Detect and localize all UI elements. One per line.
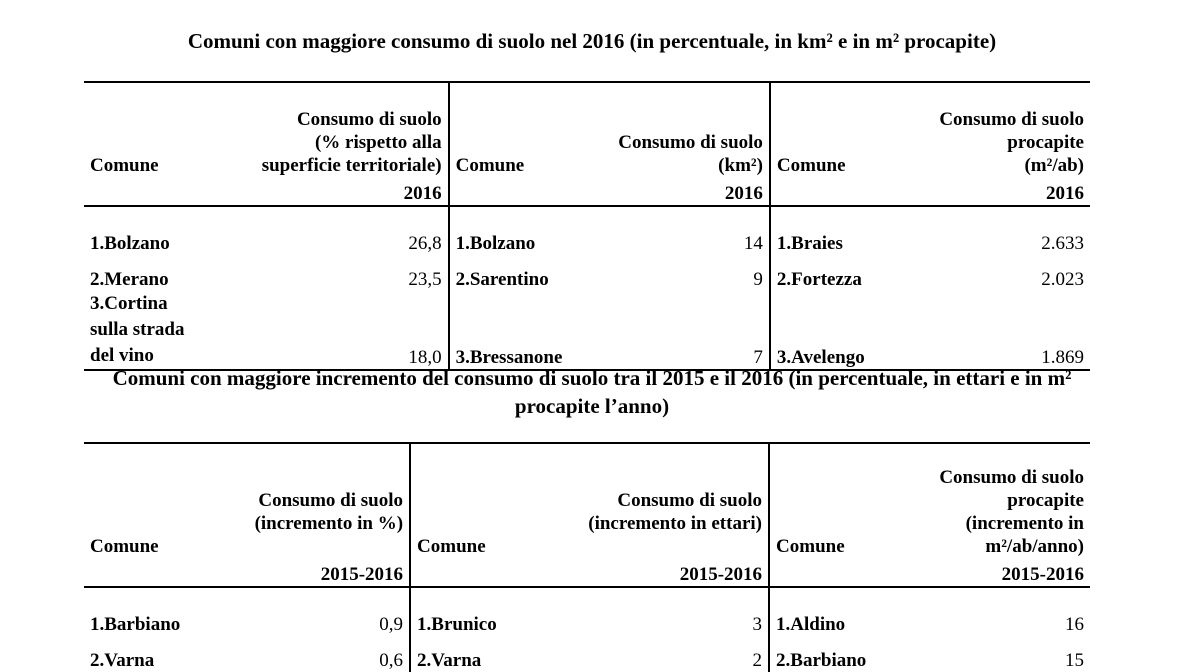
value-cell: 2.633: [1041, 233, 1084, 254]
comune-name: 2.Sarentino: [455, 269, 549, 290]
col-procapite-increment-header: Consumo di suolo procapite (incremento in m²/ab/anno): [892, 443, 1090, 558]
col-comune-header: Comune: [770, 82, 893, 177]
col-comune-header: Comune: [769, 443, 892, 558]
col-comune-header: Comune: [84, 443, 206, 558]
col-ettari-increment-header: Consumo di suolo (incremento in ettari): [533, 443, 769, 558]
value-cell: 0,6: [206, 636, 410, 672]
year-label: 2015-2016: [892, 558, 1090, 587]
table-row: [84, 291, 1090, 370]
year-label: 2016: [572, 177, 770, 206]
value-cell: 14: [572, 219, 770, 255]
col-procapite-header: Consumo di suolo procapite (m²/ab): [893, 82, 1090, 177]
table2-title: Comuni con maggiore incremento del consumo di suolo tra il 2015 e il 2016 (in percentuale, in ettari e in m² procapite l’anno): [112, 366, 1072, 418]
comune-name: 2.Fortezza: [776, 269, 862, 290]
incremento-consumo-table: [84, 442, 1090, 672]
value-cell: 26,8: [206, 219, 449, 255]
value-cell: 1.869: [893, 291, 1090, 370]
value-cell: 3: [533, 600, 769, 636]
value-cell: 7: [572, 291, 770, 370]
col-comune-header: Comune: [84, 82, 206, 177]
comune-name: 2.Varna: [90, 650, 155, 671]
col-km2-header: Consumo di suolo (km²): [572, 82, 770, 177]
col-pct-increment-header: Consumo di suolo (incremento in %): [206, 443, 410, 558]
comune-name: 3.Bressanone: [449, 291, 572, 370]
comune-name: 3.Avelengo: [770, 291, 893, 370]
table1-title: Comuni con maggiore consumo di suolo nel 2016 (in percentuale, in km² e in m² procapite): [187, 29, 997, 53]
value-cell: 2.023: [1041, 269, 1084, 290]
table-row: [84, 219, 1090, 255]
col-comune-header: Comune: [449, 82, 572, 177]
value-cell: 23,5: [206, 255, 449, 291]
comune-name: 1.Braies: [776, 233, 843, 254]
value-cell: 16: [1065, 614, 1084, 635]
comune-name: 2.Varna: [417, 650, 482, 671]
comune-name: 1.Bolzano: [90, 233, 170, 254]
table-row: [84, 600, 1090, 636]
comune-name: 1.Aldino: [776, 614, 846, 635]
year-label: 2015-2016: [206, 558, 410, 587]
col-comune-header: Comune: [410, 443, 533, 558]
value-cell: 18,0: [206, 291, 449, 370]
year-label: 2016: [893, 177, 1090, 206]
consumo-suolo-2016-table: [84, 81, 1090, 371]
comune-name: 2.Merano: [90, 269, 169, 290]
value-cell: 9: [572, 255, 770, 291]
table-row: [84, 636, 1090, 672]
comune-name: 1.Barbiano: [90, 614, 181, 635]
comune-name: 1.Bolzano: [455, 233, 536, 254]
year-label: 2016: [206, 177, 449, 206]
value-cell: 2: [533, 636, 769, 672]
comune-name: 1.Brunico: [417, 614, 497, 635]
comune-name: 2.Barbiano: [776, 650, 867, 671]
value-cell: 0,9: [206, 600, 410, 636]
col-pct-header: Consumo di suolo (% rispetto alla superficie territoriale): [206, 82, 449, 177]
comune-name: 3.Cortina sulla strada del vino: [84, 291, 206, 370]
table-row: [84, 255, 1090, 291]
year-label: 2015-2016: [533, 558, 769, 587]
value-cell: 15: [1065, 650, 1084, 671]
